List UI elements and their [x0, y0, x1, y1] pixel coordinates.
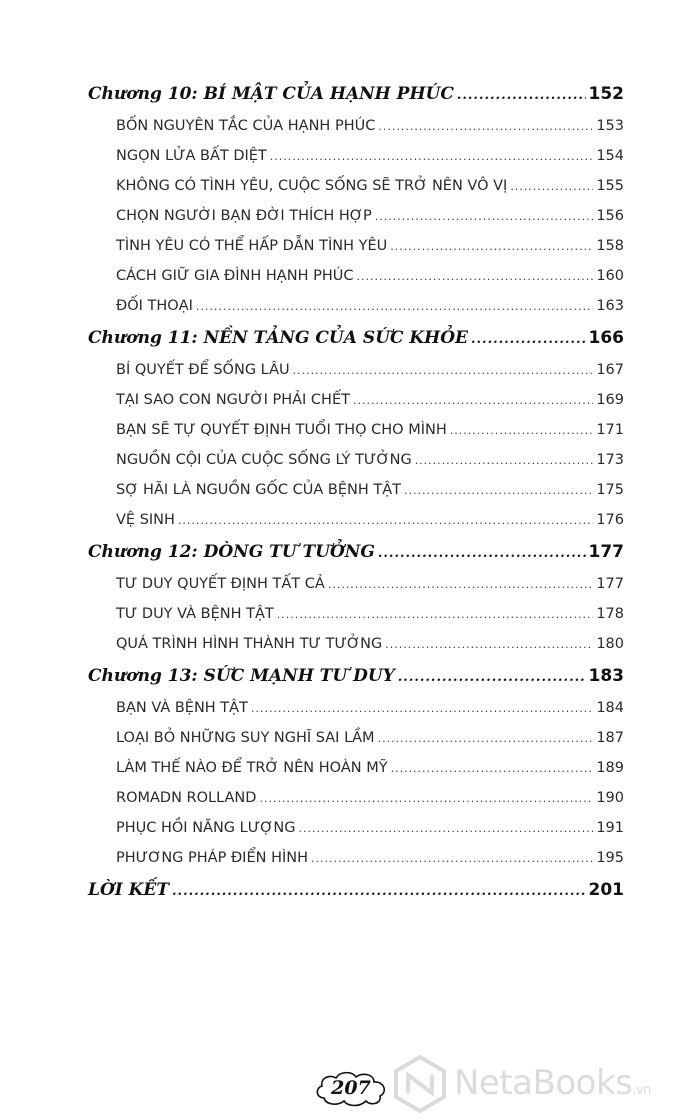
toc-section-page: 189 [596, 760, 624, 776]
dot-leader [378, 542, 586, 562]
dot-leader [378, 118, 593, 134]
toc-section[interactable] [116, 298, 624, 328]
toc-section-page: 173 [596, 452, 624, 468]
dot-leader [270, 148, 594, 164]
toc-chapter[interactable] [88, 84, 624, 118]
toc-chapter-page: 177 [588, 542, 624, 562]
toc-section-page: 154 [596, 148, 624, 164]
dot-leader [404, 482, 593, 498]
toc-section-title: BẠN SẼ TỰ QUYẾT ĐỊNH TUỔI THỌ CHO MÌNH [116, 422, 447, 438]
toc-section-title: SỢ HÃI LÀ NGUỒN GỐC CỦA BỆNH TẬT [116, 482, 402, 498]
toc-section-page: 184 [596, 700, 624, 716]
page-number-badge [312, 1068, 390, 1108]
toc-chapter-title: LỜI KẾT [88, 880, 170, 900]
toc-section[interactable] [116, 636, 624, 666]
toc-section[interactable] [116, 208, 624, 238]
toc-section[interactable] [116, 148, 624, 178]
toc-section-page: 195 [596, 850, 624, 866]
toc-section-page: 175 [596, 482, 624, 498]
toc-chapter-page: 183 [588, 666, 624, 686]
dot-leader [391, 760, 594, 776]
toc-section-page: 171 [596, 422, 624, 438]
toc-section[interactable] [116, 700, 624, 730]
toc-section-title: PHỤC HỒI NĂNG LƯỢNG [116, 820, 296, 836]
dot-leader [450, 422, 594, 438]
toc-section-title: TƯ DUY VÀ BỆNH TẬT [116, 606, 274, 622]
toc-section[interactable] [116, 452, 624, 482]
toc-chapter-page: 201 [588, 880, 624, 900]
dot-leader [471, 328, 586, 348]
toc-section-page: 167 [596, 362, 624, 378]
dot-leader [299, 820, 594, 836]
watermark-brand: NetaBooks [454, 1063, 633, 1103]
dot-leader [196, 298, 593, 314]
toc-section-page: 163 [596, 298, 624, 314]
toc-section-title: KHÔNG CÓ TÌNH YÊU, CUỘC SỐNG SẼ TRỞ NÊN VÔ VỊ [116, 178, 508, 194]
toc-section-title: BÍ QUYẾT ĐỂ SỐNG LÂU [116, 362, 290, 378]
toc-section[interactable] [116, 606, 624, 636]
toc-section-title: CÁCH GIỮ GIA ĐÌNH HẠNH PHÚC [116, 268, 354, 284]
toc-section-title: PHƯƠNG PHÁP ĐIỂN HÌNH [116, 850, 308, 866]
dot-leader [293, 362, 594, 378]
toc-chapter-title: Chương 13: SỨC MẠNH TƯ DUY [88, 666, 395, 686]
toc-chapter[interactable] [88, 880, 624, 914]
toc-section-page: 190 [596, 790, 624, 806]
toc-section-page: 156 [596, 208, 624, 224]
toc-section[interactable] [116, 238, 624, 268]
toc-section-page: 177 [596, 576, 624, 592]
toc-section-page: 176 [596, 512, 624, 528]
dot-leader [510, 178, 593, 194]
toc-section-page: 169 [596, 392, 624, 408]
dot-leader [398, 666, 586, 686]
dot-leader [378, 730, 594, 746]
toc-section-title: BẠN VÀ BỆNH TẬT [116, 700, 248, 716]
watermark-text [454, 1063, 651, 1103]
dot-leader [328, 576, 593, 592]
toc-section-page: 158 [596, 238, 624, 254]
toc-section-page: 187 [596, 730, 624, 746]
dot-leader [356, 268, 593, 284]
toc-chapter-page: 152 [588, 84, 624, 104]
toc-section-title: TẠI SAO CON NGƯỜI PHẢI CHẾT [116, 392, 350, 408]
toc-section-title: ROMADN ROLLAND [116, 790, 257, 806]
toc-section[interactable] [116, 392, 624, 422]
dot-leader [353, 392, 593, 408]
toc-section-title: BỐN NGUYÊN TẮC CỦA HẠNH PHÚC [116, 118, 376, 134]
toc-section-title: LOẠI BỎ NHỮNG SUY NGHĨ SAI LẦM [116, 730, 375, 746]
toc-section-page: 191 [596, 820, 624, 836]
toc-chapter[interactable] [88, 542, 624, 576]
dot-leader [178, 512, 593, 528]
toc-section-page: 178 [596, 606, 624, 622]
toc-section-title: NGUỒN CỘI CỦA CUỘC SỐNG LÝ TƯỞNG [116, 452, 412, 468]
dot-leader [277, 606, 594, 622]
page-number: 207 [331, 1077, 371, 1099]
toc-section-title: CHỌN NGƯỜI BẠN ĐỜI THÍCH HỢP [116, 208, 372, 224]
toc-chapter-title: Chương 11: NỀN TẢNG CỦA SỨC KHỎE [88, 328, 468, 348]
toc-chapter-title: Chương 12: DÒNG TƯ TƯỞNG [88, 542, 375, 562]
toc-chapter[interactable] [88, 328, 624, 362]
dot-leader [375, 208, 594, 224]
toc-section[interactable] [116, 362, 624, 392]
toc-section[interactable] [116, 268, 624, 298]
dot-leader [259, 790, 593, 806]
toc-section-title: NGỌN LỬA BẤT DIỆT [116, 148, 267, 164]
toc-section-page: 153 [596, 118, 624, 134]
watermark-suffix: .vn [632, 1083, 651, 1098]
toc-section-title: TÌNH YÊU CÓ THỂ HẤP DẪN TÌNH YÊU [116, 238, 388, 254]
dot-leader [172, 880, 585, 900]
toc-section-title: VỆ SINH [116, 512, 175, 528]
dot-leader [457, 84, 586, 104]
toc-section-page: 155 [596, 178, 624, 194]
dot-leader [311, 850, 593, 866]
toc-section-title: ĐỐI THOẠI [116, 298, 193, 314]
toc-section[interactable] [116, 118, 624, 148]
toc-section[interactable] [116, 790, 624, 820]
toc-section[interactable] [116, 178, 624, 208]
toc-section[interactable] [116, 422, 624, 452]
watermark [392, 1048, 651, 1118]
toc-section-page: 160 [596, 268, 624, 284]
dot-leader [415, 452, 594, 468]
toc-section[interactable] [116, 820, 624, 850]
dot-leader [390, 238, 593, 254]
toc-section-title: TƯ DUY QUYẾT ĐỊNH TẤT CẢ [116, 576, 325, 592]
toc-section[interactable] [116, 760, 624, 790]
toc-chapter-title: Chương 10: BÍ MẬT CỦA HẠNH PHÚC [88, 84, 454, 104]
toc-chapter[interactable] [88, 666, 624, 700]
toc-section[interactable] [116, 482, 624, 512]
toc-section[interactable] [116, 512, 624, 542]
table-of-contents [88, 84, 624, 914]
toc-section[interactable] [116, 850, 624, 880]
toc-chapter-page: 166 [588, 328, 624, 348]
netabooks-logo-icon [392, 1053, 448, 1113]
toc-section-page: 180 [596, 636, 624, 652]
toc-section[interactable] [116, 576, 624, 606]
toc-section[interactable] [116, 730, 624, 760]
toc-section-title: QUÁ TRÌNH HÌNH THÀNH TƯ TƯỞNG [116, 636, 383, 652]
toc-section-title: LÀM THẾ NÀO ĐỂ TRỞ NÊN HOÀN MỸ [116, 760, 388, 776]
dot-leader [251, 700, 593, 716]
dot-leader [385, 636, 593, 652]
